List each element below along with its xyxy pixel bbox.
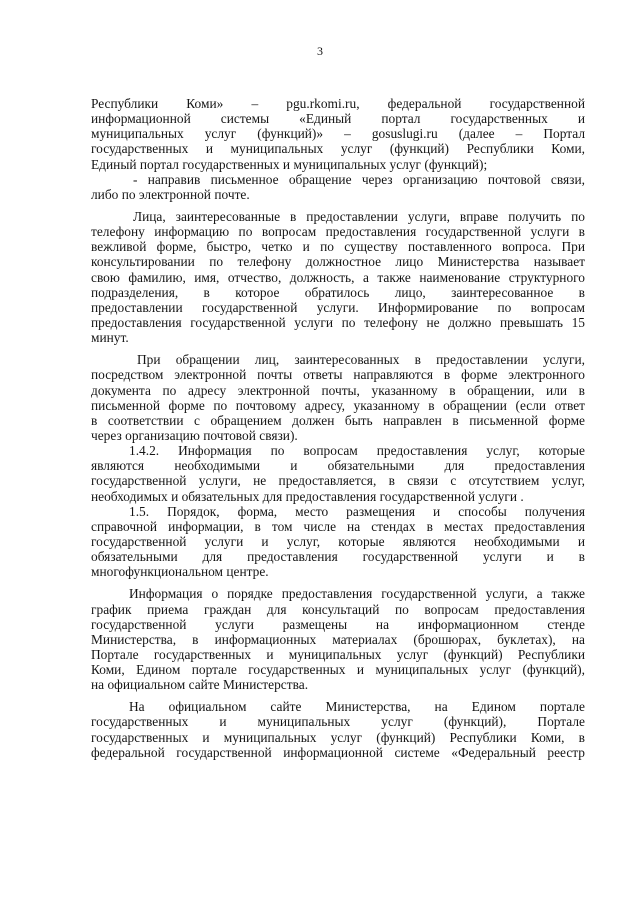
text-line: посредством электронной почты ответы направляются в форме электронного <box>91 367 585 383</box>
text-line: свою фамилию, имя, отчество, должность, а также наименование структурного <box>91 269 585 285</box>
text-line: государственных и муниципальных услуг (функций) Республики Коми, в <box>91 729 585 745</box>
text-line: Информация о порядке предоставления государственной услуги, а также <box>129 586 585 602</box>
text-line: справочной информации, в том числе на стендах в местах предоставления <box>91 518 585 534</box>
text-line: Единый портал государственных и муниципальных услуг (функций); <box>91 156 488 172</box>
text-line: через организацию почтовой связи). <box>91 427 298 443</box>
text-line: минут. <box>91 330 129 346</box>
text-line: консультировании по телефону должностное лицо Министерства называет <box>91 254 585 270</box>
text-line: государственных и муниципальных услуг (функций), Портале <box>91 714 585 730</box>
text-line: письменной форме по почтовому адресу, указанному в обращении (если ответ <box>91 397 585 413</box>
body-text <box>91 96 585 760</box>
text-line: обязательными для предоставления государственной услуги и в <box>91 549 585 565</box>
text-line: государственной услуги размещены на информационном стенде <box>91 616 585 632</box>
text-line: государственных и муниципальных услуг (функций) Республики Коми, <box>91 141 585 157</box>
page-number: 3 <box>317 44 323 58</box>
text-line: На официальном сайте Министерства, на Едином портале <box>129 699 585 715</box>
text-line: вежливой форме, быстро, четко и по существу поставленного вопроса. При <box>91 239 585 255</box>
text-line: документа по адресу электронной почты, указанному в обращении, или в <box>91 382 585 398</box>
text-line: предоставлении государственной услуги. Информирование по вопросам <box>91 299 585 315</box>
text-line: на официальном сайте Министерства. <box>91 677 309 693</box>
text-line: Министерства, в информационных материалах (брошюрах, буклетах), на <box>91 631 585 647</box>
text-line: многофункциональном центре. <box>91 564 269 580</box>
text-line: Лица, заинтересованные в предоставлении услуги, вправе получить по <box>133 208 585 224</box>
text-line: в соответствии с обращением должен быть направлен в письменной форме <box>91 412 585 428</box>
text-line: 1.5. Порядок, форма, место размещения и способы получения <box>129 503 585 519</box>
text-line: подразделения, в которое обратилось лицо, заинтересованное в <box>91 284 585 300</box>
text-line: являются необходимыми и обязательными для предоставления <box>91 458 585 474</box>
text-line: либо по электронной почте. <box>91 186 250 202</box>
text-line: Портале государственных и муниципальных услуг (функций) Республики <box>91 646 585 662</box>
text-line: - направив письменное обращение через организацию почтовой связи, <box>133 171 585 187</box>
text-line: федеральной государственной информационной системе «Федеральный реестр <box>91 744 585 760</box>
text-line: телефону информацию по вопросам предоставления государственной услуги в <box>91 224 585 240</box>
text-line: график приема граждан для консультаций по вопросам предоставления <box>91 601 585 617</box>
text-line: При обращении лиц, заинтересованных в предоставлении услуги, <box>137 352 585 368</box>
text-line: Республики Коми» – pgu.rkomi.ru, федеральной государственной <box>91 96 585 111</box>
text-line: государственной услуги, не предоставляется, в связи с отсутствием услуг, <box>91 473 585 489</box>
text-line: информационной системы «Единый портал государственных и <box>91 111 585 127</box>
text-line: 1.4.2. Информация по вопросам предоставления услуг, которые <box>129 443 585 459</box>
text-line: необходимых и обязательных для предоставления государственной услуги . <box>91 488 524 504</box>
text-line: муниципальных услуг (функций)» – gosuslugi.ru (далее – Портал <box>91 126 585 142</box>
text-line: государственной услуги и услуг, которые являются необходимыми и <box>91 533 585 549</box>
text-line: Коми, Едином портале государственных и муниципальных услуг (функций), <box>91 662 585 678</box>
text-line: предоставления государственной услуги по телефону не должно превышать 15 <box>91 314 585 330</box>
